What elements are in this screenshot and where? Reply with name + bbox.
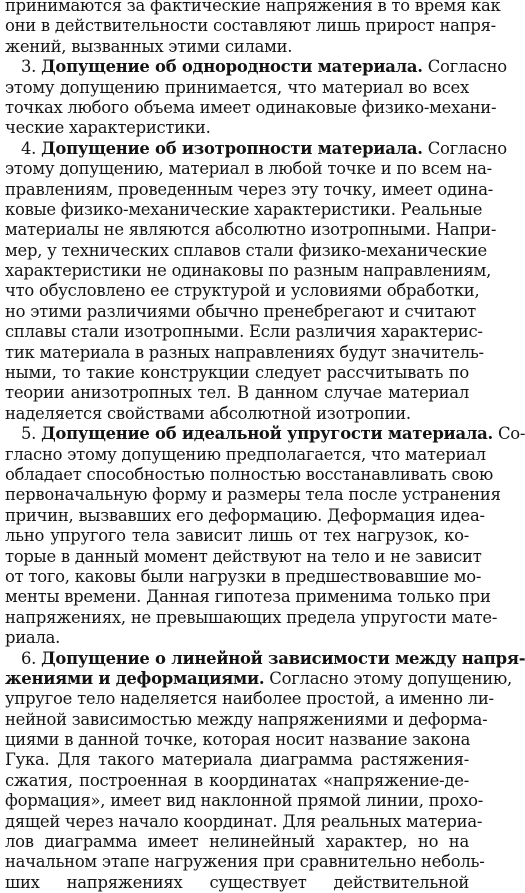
text-line [5, 281, 480, 301]
line-text: риала. [5, 628, 61, 648]
section-heading: Допущение об изотропности материала. [41, 138, 423, 158]
section-heading: Допущение об идеальной упругости материала. [41, 424, 493, 444]
line-text: гласно этому допущению предполагается, что материал [5, 444, 486, 464]
text-line [5, 37, 469, 57]
text-line [5, 464, 494, 485]
text-line [5, 383, 469, 403]
line-text: этому допущению принимается, что материал во всех [5, 77, 469, 97]
line-text: Согласно этому допущению, [269, 668, 512, 688]
text-line [5, 832, 469, 852]
line-text: формация», имеет вид наклонной прямой линии, прохо- [5, 791, 484, 811]
text-line [5, 709, 488, 730]
text-line [5, 240, 487, 261]
text-line [5, 404, 469, 424]
text-line [5, 526, 469, 546]
section-number: 3. [21, 57, 37, 77]
text-line [5, 301, 476, 322]
text-line [5, 220, 497, 240]
text-line [5, 444, 486, 465]
line-text: Гука. Для такого материала диаграмма растяжения- [5, 750, 469, 770]
text-line [5, 261, 492, 281]
line-text: менты времени. Данная гипотеза применима только при [5, 587, 491, 607]
line-text: этому допущению, материал в любой точке и по всем на- [5, 159, 492, 179]
line-text: ческие характеристики. [5, 118, 211, 138]
line-text: Согласно [427, 138, 507, 158]
line-text: но этими различиями обычно пренебрегают и считают [5, 301, 476, 321]
line-text: что обусловлено ее структурой и условиями обработки, [5, 281, 480, 301]
line-text: ших напряжениях существует действительной [5, 872, 469, 892]
line-text: ными, то такие конструкции следует рассчитывать по [5, 363, 469, 383]
line-text: наделяется свойствами абсолютной изотропии. [5, 403, 411, 423]
line-text: ковые физико-механические характеристики. Реальные [5, 199, 483, 219]
text-line [5, 689, 494, 709]
line-text: первоначальную форму и размеры тела после устранения [5, 485, 501, 505]
text-line [5, 566, 482, 587]
text-line [5, 587, 491, 607]
line-text: циями в данной точке, которая носит название закона [5, 730, 471, 750]
line-text: теории анизотропных тел. В данном случае материал [5, 383, 469, 403]
text-line [5, 118, 469, 138]
line-text: точках любого объема имеет одинаковые физико-механи- [5, 97, 497, 117]
section-heading: Допущение об однородности материала. [41, 57, 423, 77]
line-text: обладает способностью полностью восстанавливать свою [5, 464, 494, 484]
section-number: 5. [21, 424, 37, 444]
text-line [5, 811, 483, 832]
text-line [5, 873, 469, 893]
line-text: Со- [497, 424, 525, 444]
section-number: 6. [21, 648, 37, 668]
text-line [5, 668, 512, 689]
text-line [5, 57, 507, 77]
line-text: лов диаграмма имеет нелинейный характер, но на [5, 832, 469, 852]
line-text: упругое тело наделяется наиболее простой, а именно ли- [5, 689, 494, 709]
line-text: напряжениях, не превышающих предела упругости мате- [5, 607, 498, 627]
line-text: нейной зависимостью между напряжениями и деформа- [5, 709, 488, 729]
line-text: Согласно [427, 57, 507, 77]
line-text: льно упругого тела зависит лишь от тех нагрузок, ко- [5, 526, 469, 546]
line-text: начальном этапе нагружения при сравнительно неболь- [5, 852, 485, 872]
text-line [5, 97, 497, 118]
text-line [5, 78, 469, 98]
line-text: дящей через начало координат. Для реальных материа- [5, 811, 483, 831]
line-text: правлениям, проведенным через эту точку, имеет одина- [5, 179, 494, 199]
text-line [5, 199, 483, 220]
section-heading: Допущение о линейной зависимости между напря- [41, 648, 525, 668]
text-line [5, 852, 485, 872]
text-line [5, 424, 525, 444]
line-text: принимаются за фактические напряжения в то время как [5, 0, 501, 15]
line-text: они в действительности составляют лишь прирост напря- [5, 16, 496, 36]
text-line [5, 505, 485, 526]
text-line [5, 607, 498, 628]
section-heading: жениями и деформациями. [5, 668, 265, 688]
line-text: от того, каковы были нагрузки в предшествовавшие мо- [5, 566, 482, 586]
line-text: сплавы стали изотропными. Если различия характерис- [5, 322, 483, 342]
text-line [5, 179, 494, 200]
text-line [5, 628, 469, 648]
line-text: торые в данный момент действуют на тело и не зависит [5, 546, 482, 566]
text-line [5, 485, 501, 505]
text-line [5, 648, 525, 669]
text-line [5, 159, 492, 179]
line-text: жений, вызванных этими силами. [5, 36, 293, 56]
text-line [5, 322, 483, 342]
line-text: материалы не являются абсолютно изотропными. Напри- [5, 220, 497, 240]
text-line [5, 342, 484, 363]
line-text: причин, вызвавших его деформацию. Деформация идеа- [5, 505, 485, 525]
text-line [5, 138, 507, 159]
text-line [5, 791, 484, 811]
line-text: сжатия, построенная в координатах «напряжение-де- [5, 770, 469, 790]
line-text: характеристики не одинаковы по разным направлениям, [5, 261, 492, 281]
text-line [5, 771, 469, 791]
text-line [5, 546, 482, 567]
text-page [5, 0, 525, 893]
text-line [5, 750, 469, 770]
line-text: мер, у технических сплавов стали физико-механические [5, 240, 487, 260]
text-line [5, 16, 496, 36]
line-text: тик материала в разных направлениях будут значитель- [5, 342, 484, 362]
text-line [5, 363, 469, 383]
text-line [5, 730, 469, 750]
section-number: 4. [21, 138, 37, 158]
text-line [5, 0, 501, 16]
